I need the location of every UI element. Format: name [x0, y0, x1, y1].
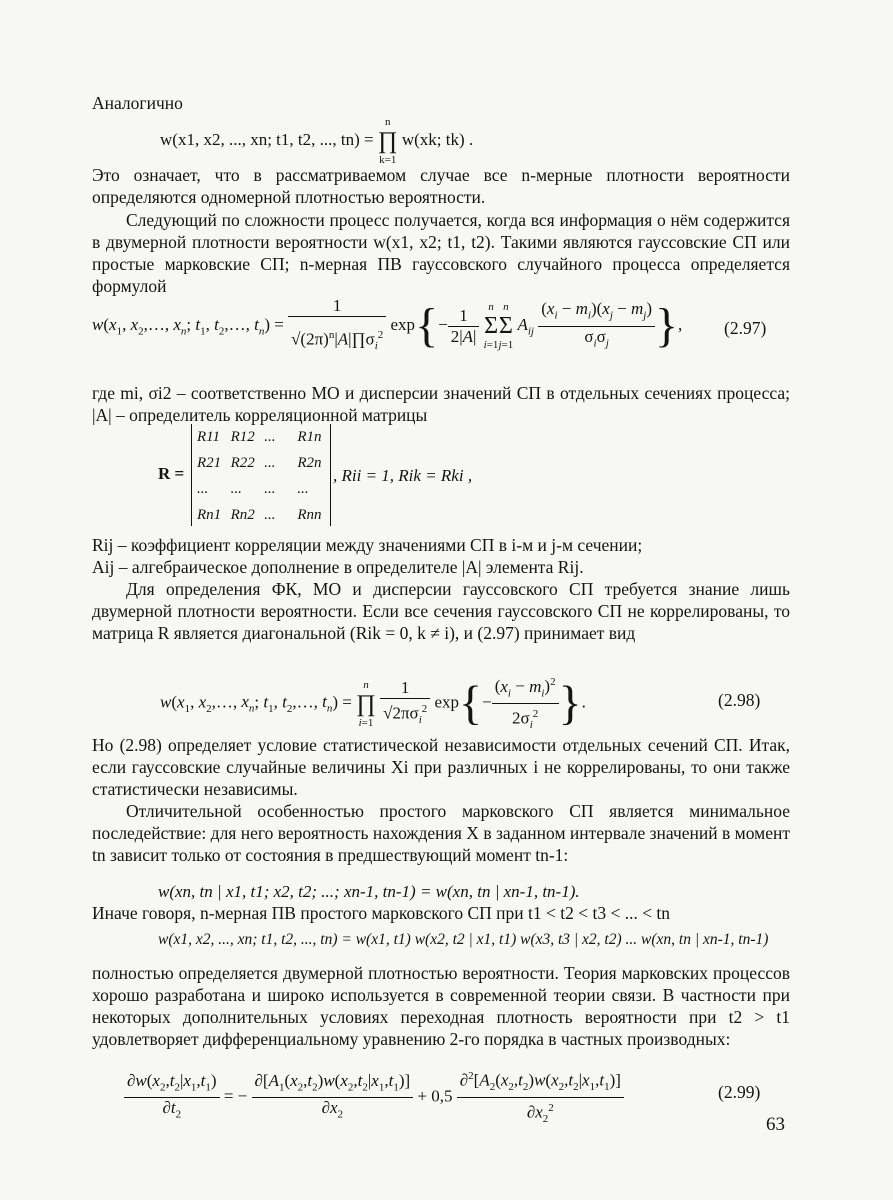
text-p7: Отличительной особенностью простого марковского СП является минимальное последействие: для него вероятность нахождения X в заданном интервале значений в момент tn зависит только от состояния в предшествующий момент tn-1: [92, 801, 790, 865]
correlation-matrix [191, 424, 331, 526]
paragraph-2 [92, 209, 790, 297]
matrix-cell: R22 [230, 454, 255, 471]
matrix-cell: Rn2 [230, 506, 255, 523]
text-analogically: Аналогично [92, 93, 183, 113]
equation-number-2-98: (2.98) [718, 690, 761, 710]
equation-2-98: $w(x_1$, $x_2,\dots$, $x_n$; $t_1$, $t_2,\dots$, $t_n) = n$ ∏ i=1 $\frac{1}{√2\pi\sigma_i^2}$ exp{− $\frac{(x_i - m_i)^2}{2\sigma_i^2}$ }. [160, 672, 586, 735]
eq1-lhs: w(x1, x2, ..., xn; t1, t2, ..., tn) = [160, 129, 374, 149]
matrix-cell: ... [264, 480, 276, 497]
equation-product [160, 116, 473, 166]
equation-2-97: $w(x_1$, $x_2,\dots$, $x_n$; $t_1$, $t_2,\dots$, $t_n$) = $\frac{1}{√(2\pi)^n|A|\prod\sigma_i^2}$ exp{− $\frac{1}{2|A|}$ n Σ i=1n Σ j=1 $A_{ij}$ $\frac{(x_i - m_i)(x_j - m_j)}{\sigma_i\sigma_j}$ }, [92, 296, 683, 353]
matrix-cell: Rn1 [197, 506, 222, 523]
text-p4b: Aij – алгебраическое дополнение в определителе |A| элемента Rij. [92, 557, 584, 577]
paragraph-4 [92, 534, 790, 578]
text-p1: Это означает, что в рассматриваемом случае все n-мерные плотности вероятности определяются одномерной плотностью вероятности. [92, 165, 790, 207]
equation-number-2-97: (2.97) [724, 318, 767, 338]
matrix-cell: ... [264, 454, 276, 471]
matrix-cell: R2n [297, 454, 322, 471]
matrix-symbol: R = [158, 464, 185, 483]
paragraph-7 [92, 800, 790, 866]
matrix-row [196, 450, 330, 476]
matrix-table [196, 424, 330, 528]
matrix-properties: , Rii = 1, Rik = Rki , [333, 466, 473, 485]
text-p9: полностью определяется двумерной плотностью вероятности. Теория марковских процессов хорошо разработана и широко используется в современной теории связи. В частности при некоторых дополнительных условиях переходная плотность вероятности при t2 > t1 удовлетворяет дифференциальному уравнению 2-го порядка в частных производных: [92, 963, 790, 1049]
paragraph-intro [92, 92, 790, 114]
text-p8: Иначе говоря, n-мерная ПВ простого марковского СП при t1 < t2 < t3 < ... < tn [92, 903, 671, 923]
paragraph-8 [92, 902, 790, 924]
eq1-rhs: w(xk; tk) . [401, 129, 474, 149]
matrix-cell: Rnn [297, 506, 322, 523]
equation-markov-property: w(xn, tn | x1, t1; x2, t2; ...; xn-1, tn-1) = w(xn, tn | xn-1, tn-1). [158, 882, 580, 901]
matrix-cell: ... [264, 506, 276, 523]
equation-2-99: $\frac{\partial w(x_2,t_2|x_1,t_1)}{\partial t_2}$ = − $\frac{\partial[A_1(x_2,t_2)w(x_2,t_2|x_1,t_1)]}{\partial x_2}$ + 0,5 $\frac{\partial^2[A_2(x_2,t_2)w(x_2,t_2|x_1,t_1)]}{\partial x_2^2}$ [124, 1066, 624, 1129]
equation-number-2-99: (2.99) [718, 1082, 761, 1102]
text-p4a: Rij – коэффициент корреляции между значениями СП в i-м и j-м сечении; [92, 535, 643, 555]
text-p3: где mi, σi2 – соответственно МО и дисперсии значений СП в отдельных сечениях процесса; |A| – определитель корреляционной матрицы [92, 383, 790, 425]
paragraph-5 [92, 578, 790, 644]
matrix-row [196, 502, 330, 528]
matrix-cell: R11 [197, 428, 221, 445]
text-p5: Для определения ФК, МО и дисперсии гауссовского СП требуется знание лишь двумерной плотности вероятности. Если все сечения гауссовского СП не коррелированы, то матрица R является диагональной (Rik = 0, k ≠ i), и (2.97) принимает вид [92, 579, 790, 643]
matrix-cell: ... [197, 480, 209, 497]
product-operator: n ∏ k=1 [377, 116, 398, 166]
matrix-cell: ... [230, 480, 242, 497]
matrix-cell: R1n [297, 428, 322, 445]
paragraph-1 [92, 164, 790, 208]
text-p6: Но (2.98) определяет условие статистической независимости отдельных сечений СП. Итак, если гауссовские случайные величины Xi при различных i не коррелированы, то они также статистически независимы. [92, 735, 790, 799]
equation-markov-chain: w(x1, x2, ..., xn; t1, t2, ..., tn) = w(x1, t1) w(x2, t2 | x1, t1) w(x3, t3 | x2, t2) ... w(xn, tn | xn-1, tn-1) [158, 931, 769, 948]
paragraph-9 [92, 962, 790, 1050]
matrix-row [196, 476, 330, 502]
matrix-cell: R21 [197, 454, 222, 471]
text-p2: Следующий по сложности процесс получается, когда вся информация о нём содержится в двумерной плотности вероятности w(x1, x2; t1, t2). Такими являются гауссовские СП или простые марковские СП; n-мерная ПВ гауссовского случайного процесса определяется формулой [92, 210, 790, 296]
paragraph-3 [92, 382, 790, 426]
matrix-row [196, 424, 330, 450]
page-number: 63 [766, 1114, 785, 1135]
matrix-cell: R12 [230, 428, 255, 445]
matrix-cell: ... [297, 480, 309, 497]
matrix-cell: ... [264, 428, 276, 445]
paragraph-6 [92, 734, 790, 800]
